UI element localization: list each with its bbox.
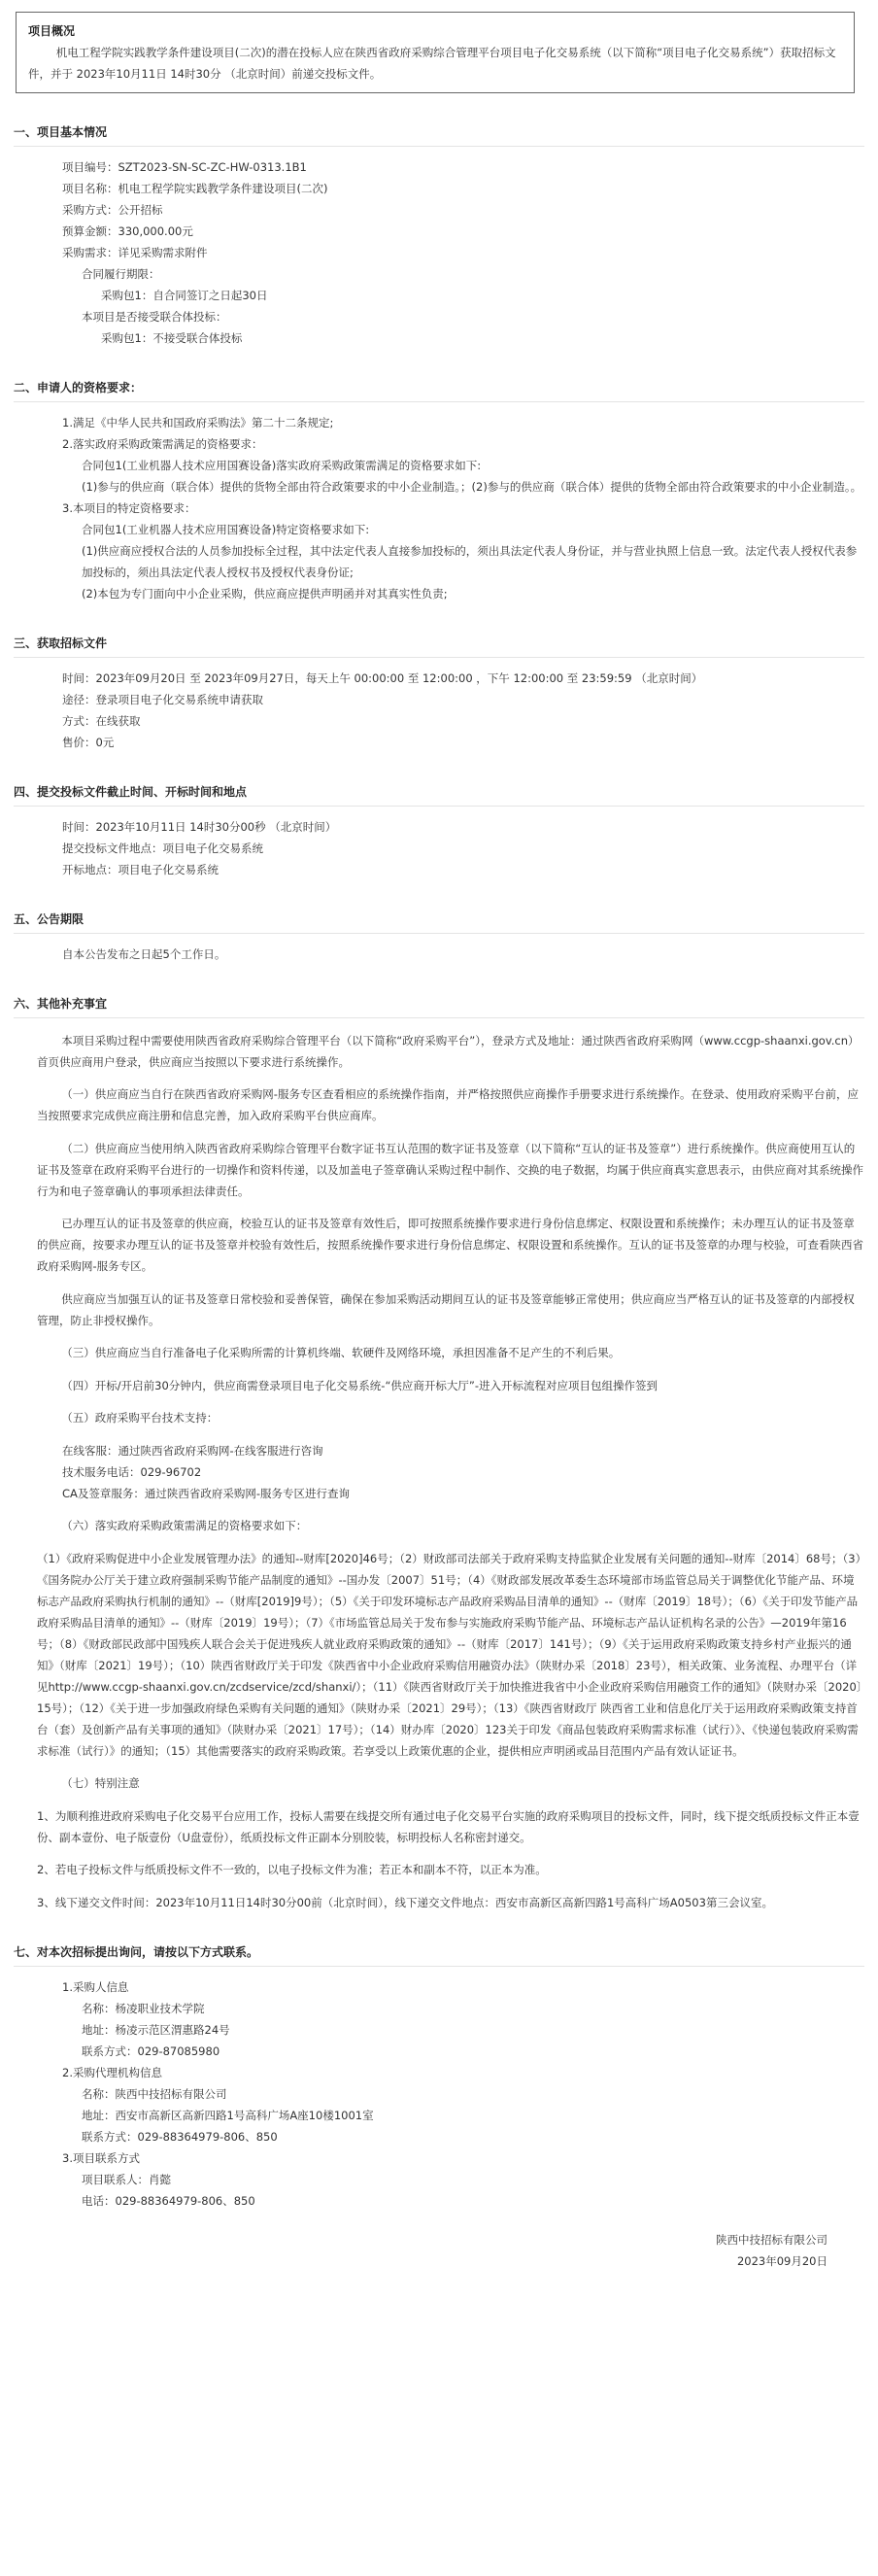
joint-bid-label: 本项目是否接受联合体投标： <box>82 310 227 324</box>
purchaser-heading: 1.采购人信息 <box>62 1979 129 1994</box>
agent-name: 名称：陕西中技招标有限公司 <box>82 2086 227 2101</box>
section-deadline <box>14 816 864 880</box>
section-deadline-title: 四、提交投标文件截止时间、开标时间和地点 <box>14 785 248 799</box>
section-obtain-docs <box>14 668 864 753</box>
divider <box>14 933 864 934</box>
agent-address: 地址：西安市高新区高新四路1号高科广场A座10楼1001室 <box>82 2108 374 2122</box>
joint-bid-package: 采购包1：不接受联合体投标 <box>101 331 243 345</box>
contract-period-label: 合同履行期限： <box>82 267 160 281</box>
section-basic-info <box>14 156 864 349</box>
obtain-channel: 途径：登录项目电子化交易系统申请获取 <box>62 693 263 706</box>
project-overview-box <box>16 12 855 93</box>
deadline-time: 时间：2023年10月11日 14时30分00秒 （北京时间） <box>62 820 337 834</box>
overview-body: 机电工程学院实践教学条件建设项目(二次)的潜在投标人应在陕西省政府采购综合管理平台项目电子化交易系统（以下简称“项目电子化交易系统”）获取招标文件，并于 2023年10月11日 14时30分 （北京时间）前递交投标文件。 <box>28 46 836 81</box>
notice-period: 自本公告发布之日起5个工作日。 <box>62 947 226 961</box>
signature-date: 2023年09月20日 <box>736 2253 827 2268</box>
qualification-line: 合同包1(工业机器人技术应用国赛设备)特定资格要求如下: <box>82 523 370 536</box>
supplementary-paragraph: （七）特别注意 <box>61 1776 140 1790</box>
contact-phone: 电话：029-88364979-806、850 <box>82 2193 255 2208</box>
support-online: 在线客服：通过陕西省政府采购网-在线客服进行咨询 <box>62 1443 323 1458</box>
project-name: 项目名称：机电工程学院实践教学条件建设项目(二次) <box>62 182 328 195</box>
qualification-line: 1.满足《中华人民共和国政府采购法》第二十二条规定; <box>62 416 334 429</box>
supplementary-paragraph: （四）开标/开启前30分钟内，供应商需登录项目电子化交易系统-“供应商开标大厅”-进入开标流程对应项目包组操作签到 <box>61 1378 658 1392</box>
section-supplementary-title: 六、其他补充事宜 <box>14 997 108 1011</box>
section-supplementary <box>14 1030 864 1913</box>
divider <box>14 1966 864 1967</box>
qualification-line: 2.落实政府采购政策需满足的资格要求： <box>62 437 263 451</box>
divider <box>14 146 864 147</box>
contact-person: 项目联系人：肖懿 <box>82 2172 171 2186</box>
special-note: 2、若电子投标文件与纸质投标文件不一致的，以电子投标文件为准；若正本和副本不符，以正本为准。 <box>37 1863 547 1876</box>
supplementary-paragraph: 供应商应当加强互认的证书及签章日常校验和妥善保管，确保在参加采购活动期间互认的证书及签章能够正常使用；供应商应当严格互认的证书及签章的内部授权管理，防止非授权操作。 <box>37 1291 855 1327</box>
qualification-line: (2)本包为专门面向中小企业采购，供应商应提供声明函并对其真实性负责; <box>82 587 448 601</box>
divider <box>14 401 864 402</box>
special-note: 1、为顺利推进政府采购电子化交易平台应用工作，投标人需要在线提交所有通过电子化交易平台实施的政府采购项目的投标文件，同时，线下提交纸质投标文件正本壹份、副本壹份、电子版壹份（U盘壹份），纸质投标文件正副本分别胶装，标明投标人名称密封递交。 <box>37 1808 860 1844</box>
section-contact <box>14 1976 864 2212</box>
overview-title: 项目概况 <box>28 24 76 38</box>
submission-place: 提交投标文件地点：项目电子化交易系统 <box>62 841 263 855</box>
obtain-method: 方式：在线获取 <box>62 714 141 728</box>
budget-amount: 预算金额：330,000.00元 <box>62 224 193 238</box>
qualification-line: (1)供应商应授权合法的人员参加投标全过程，其中法定代表人直接参加投标的，须出具法定代表人身份证，并与营业执照上信息一致。法定代表人授权代表参加投标的，须出具法定代表人授权书及授权代表身份证; <box>82 544 858 579</box>
section-notice-period-title: 五、公告期限 <box>14 912 84 926</box>
signature-org: 陕西中技招标有限公司 <box>716 2232 827 2247</box>
section-qualification-title: 二、申请人的资格要求： <box>14 381 143 395</box>
supplementary-paragraph: （六）落实政府采购政策需满足的资格要求如下： <box>61 1519 308 1532</box>
section-obtain-docs-title: 三、获取招标文件 <box>14 636 108 650</box>
obtain-time: 时间：2023年09月20日 至 2023年09月27日，每天上午 00:00:00 至 12:00:00 ，下午 12:00:00 至 23:59:59 （北京时间） <box>62 671 703 685</box>
divider <box>14 1017 864 1018</box>
supplementary-paragraph: （五）政府采购平台技术支持： <box>61 1411 219 1425</box>
supplementary-paragraph: （一）供应商应当自行在陕西省政府采购网-服务专区查看相应的系统操作指南，并严格按照供应商操作手册要求进行系统操作。在登录、使用政府采购平台前，应当按照要求完成供应商注册和信息完善，加入政府采购平台供应商库。 <box>37 1087 859 1122</box>
purchaser-name: 名称：杨凌职业技术学院 <box>82 2001 205 2015</box>
supplementary-paragraph: （三）供应商应当自行准备电子化采购所需的计算机终端、软硬件及网络环境，承担因准备不足产生的不利后果。 <box>61 1346 621 1359</box>
contract-period-package: 采购包1：自合同签订之日起30日 <box>101 289 268 302</box>
opening-place: 开标地点：项目电子化交易系统 <box>62 863 219 876</box>
special-note: 3、线下递交文件时间：2023年10月11日14时30分00前（北京时间），线下递交文件地点：西安市高新区高新四路1号高科广场A0503第三会议室。 <box>37 1895 773 1909</box>
divider <box>14 657 864 658</box>
support-ca: CA及签章服务：通过陕西省政府采购网-服务专区进行查询 <box>62 1486 351 1500</box>
procurement-requirement: 采购需求：详见采购需求附件 <box>62 246 208 259</box>
procurement-method: 采购方式：公开招标 <box>62 203 163 217</box>
policy-list: （1）《政府采购促进中小企业发展管理办法》的通知--财库[2020]46号；（2）财政部司法部关于政府采购支持监狱企业发展有关问题的通知--财库〔2014〕68号；（3）《国务院办公厅关于建立政府强制采购节能产品制度的通知》--国办发〔2007〕51号；（4）《财政部发展改革委生态环境部市场监管总局关于调整优化节能产品、环境标志产品政府采购执行机制的通知》--（财库[2019]9号）；（5）《关于印发环境标志产品政府采购品目清单的通知》--（财库〔2019〕18号）；（6）《关于印发节能产品政府采购品目清单的通知》--（财库〔2019〕19号）；（7）《市场监管总局关于发布参与实施政府采购节能产品、环境标志产品认证机构名录的公告》—2019年第16号；（8）《财政部民政部中国残疾人联合会关于促进残疾人就业政府采购政策的通知》--（财库〔2017〕141号）；（9）《关于运用政府采购政策支持乡村产业振兴的通知》（财库〔2021〕19号）；（10）陕西省财政厅关于印发《陕西省中小企业政府采购信用融资办法》（陕财办采〔2018〕23号），相关政策、业务流程、办理平台（详见http://www.ccgp-shaanxi.gov.cn/zcdservice/zcd/shanxi/）；（11）《陕西省财政厅关于加快推进我省中小企业政府采购信用融资工作的通知》（陕财办采〔2020〕15号）；（12）《关于进一步加强政府绿色采购有关问题的通知》（陕财办采〔2021〕29号）；（13）《陕西省财政厅 陕西省工业和信息化厅关于运用政府采购政策支持首台（套）及创新产品有关事项的通知》（陕财办采〔2021〕17号）；（14）财办库〔2020〕123关于印发《商品包装政府采购需求标准（试行）》、《快递包装政府采购需求标准（试行）》的通知；（15）其他需要落实的政府采购政策。若享受以上政策优惠的企业，提供相应声明函或品目范围内产品有效认证证书。 <box>37 1551 862 1758</box>
contact-heading: 3.项目联系方式 <box>62 2150 140 2165</box>
section-basic-info-title: 一、项目基本情况 <box>14 125 108 139</box>
qualification-line: 3.本项目的特定资格要求： <box>62 501 196 515</box>
purchaser-address: 地址：杨凌示范区渭惠路24号 <box>82 2022 230 2037</box>
section-contact-title: 七、对本次招标提出询问，请按以下方式联系。 <box>14 1944 259 1959</box>
agent-phone: 联系方式：029-88364979-806、850 <box>82 2129 278 2144</box>
section-qualification <box>14 412 864 604</box>
qualification-line: (1)参与的供应商（联合体）提供的货物全部由符合政策要求的中小企业制造。；(2)参与的供应商（联合体）提供的货物全部由符合政策要求的中小企业制造。。 <box>82 480 862 494</box>
support-phone: 技术服务电话：029-96702 <box>62 1464 202 1479</box>
supplementary-paragraph: （二）供应商应当使用纳入陕西省政府采购综合管理平台数字证书互认范围的数字证书及签章（以下简称“互认的证书及签章”）进行系统操作。供应商使用互认的证书及签章在政府采购平台进行的一切操作和资料传递，以及加盖电子签章确认采购过程中制作、交换的电子数据，均属于供应商真实意思表示，由供应商对其系统操作行为和电子签章确认的事项承担法律责任。 <box>37 1141 863 1198</box>
supplementary-intro: 本项目采购过程中需要使用陕西省政府采购综合管理平台（以下简称“政府采购平台”），登录方式及地址：通过陕西省政府采购网（www.ccgp-shaanxi.gov.cn）首页供应商用户登录，供应商应当按照以下要求进行系统操作。 <box>37 1033 860 1069</box>
supplementary-paragraph: 已办理互认的证书及签章的供应商，校验互认的证书及签章有效性后，即可按照系统操作要求进行身份信息绑定、权限设置和系统操作；未办理互认的证书及签章的供应商，按要求办理互认的证书及签章并校验有效性后，按照系统操作要求进行身份信息绑定、权限设置和系统操作。互认的证书及签章的办理与校验，可查看陕西省政府采购网-服务专区。 <box>37 1217 863 1273</box>
project-number: 项目编号：SZT2023-SN-SC-ZC-HW-0313.1B1 <box>62 160 307 174</box>
qualification-line: 合同包1(工业机器人技术应用国赛设备)落实政府采购政策需满足的资格要求如下: <box>82 459 482 472</box>
purchaser-phone: 联系方式：029-87085980 <box>82 2044 220 2058</box>
obtain-price: 售价：0元 <box>62 736 115 749</box>
agent-heading: 2.采购代理机构信息 <box>62 2065 162 2079</box>
divider <box>14 806 864 807</box>
